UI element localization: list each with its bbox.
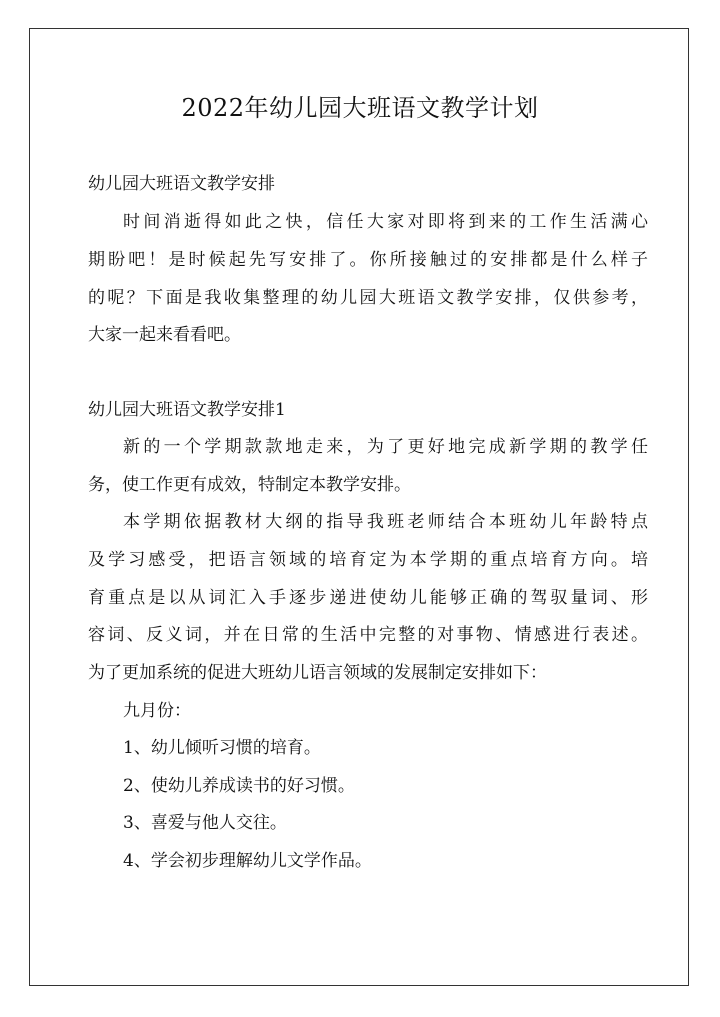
paragraph-line: 育重点是以从词汇入手逐步递进使幼儿能够正确的驾驭量词、形 [88,588,648,608]
section-heading: 幼儿园大班语文教学安排 [88,174,275,194]
paragraph-line: 的呢？下面是我收集整理的幼儿园大班语文教学安排，仅供参考， [88,288,648,308]
list-item: 2、使幼儿养成读书的好习惯。 [123,776,355,796]
list-item: 3、喜爱与他人交往。 [123,813,287,833]
paragraph-line: 及学习感受，把语言领域的培育定为本学期的重点培育方向。培 [88,550,648,570]
paragraph-line: 容词、反义词，并在日常的生活中完整的对事物、情感进行表述。 [88,625,648,645]
paragraph-line: 务，使工作更有成效，特制定本教学安排。 [88,475,411,495]
list-item: 4、学会初步理解幼儿文学作品。 [123,851,372,871]
paragraph-line: 时间消逝得如此之快，信任大家对即将到来的工作生活满心 [123,212,648,232]
paragraph-line: 大家一起来看看吧。 [88,325,241,345]
section-heading: 幼儿园大班语文教学安排1 [88,400,286,420]
month-label: 九月份： [123,701,191,721]
paragraph-line: 期盼吧！是时候起先写安排了。你所接触过的安排都是什么样子 [88,250,648,270]
list-item: 1、幼儿倾听习惯的培育。 [123,738,321,758]
paragraph-line: 为了更加系统的促进大班幼儿语言领域的发展制定安排如下： [88,663,547,683]
document-title: 2022年幼儿园大班语文教学计划 [181,94,539,122]
paragraph-line: 新的一个学期款款地走来，为了更好地完成新学期的教学任 [123,437,648,457]
paragraph-line: 本学期依据教材大纲的指导我班老师结合本班幼儿年龄特点 [123,512,648,532]
